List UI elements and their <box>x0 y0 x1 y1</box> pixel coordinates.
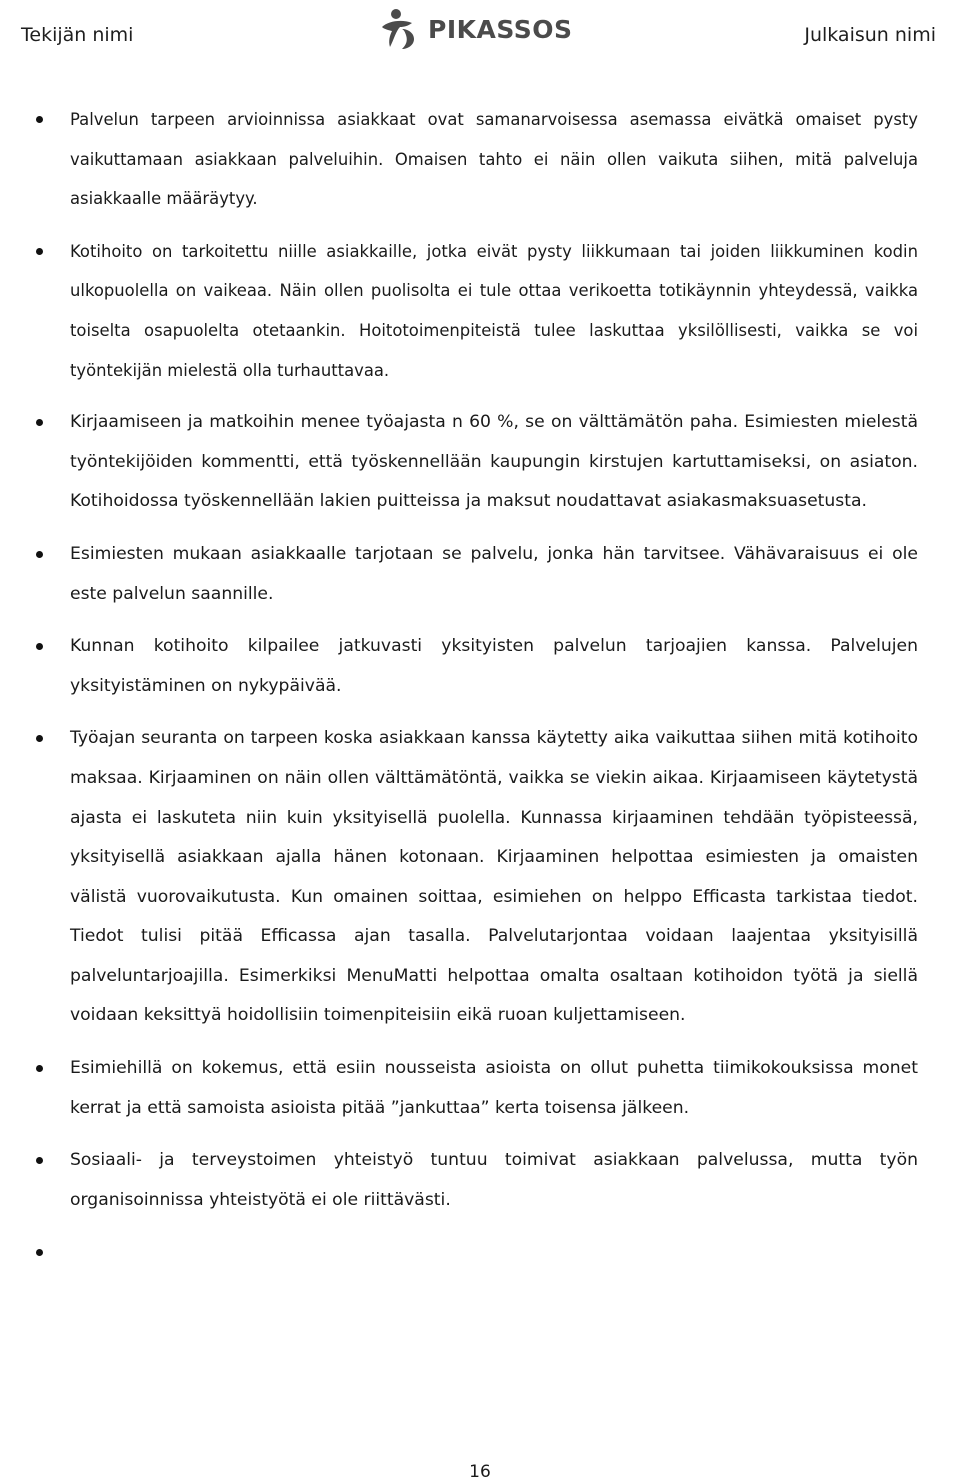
list-item <box>0 403 960 522</box>
bullet-icon <box>36 643 43 650</box>
list-item-text: Kunnan kotihoito kilpailee jatkuvasti yksityisten palvelun tarjoajien kanssa. Palvelujen yksityistäminen on nykypäivää. <box>70 636 918 696</box>
list-item <box>0 1141 960 1220</box>
list-item-text: Työajan seuranta on tarpeen koska asiakkaan kanssa käytetty aika vaikuttaa siihen mitä kotihoito maksaa. Kirjaaminen on näin ollen välttämätöntä, vaikka se viekin aikaa. Kirjaamiseen käytetystä ajasta ei laskuteta niin kuin yksityisellä puolella. Kunnassa kirjaaminen tehdään työpisteessä, yksityisellä asiakkaan ajalla hänen kotonaan. Kirjaaminen helpottaa esimiesten ja omaisten välistä vuorovaikutusta. Kun omainen soittaa, esimiehen on helppo Efficasta tarkistaa tiedot. Tiedot tulisi pitää Efficassa ajan tasalla. Palvelutarjontaa voidaan laajentaa yksityisillä palveluntarjoajilla. Esimerkiksi MenuMatti helpottaa omalta osaltaan kotihoidon työtä ja siellä voidaan keksittyä hoidollisiin toimenpiteisiin eikä ruoan kuljettamiseen. <box>70 728 918 1026</box>
page-number: 16 <box>469 1462 491 1482</box>
list-item-text: Esimiesten mukaan asiakkaalle tarjotaan se palvelu, jonka hän tarvitsee. Vähävaraisuus ei ole este palvelun saannille. <box>70 543 918 604</box>
list-item-text: Palvelun tarpeen arvioinnissa asiakkaat ovat samanarvoisessa asemassa eivätkä omaiset pysty vaikuttamaan asiakkaan palveluihin. Omaisen tahto ei näin ollen vaikuta siihen, mitä palveluja asiakkaalle määräytyy. <box>70 110 918 209</box>
logo-wordmark: PIKASSOS <box>428 14 573 44</box>
bullet-icon <box>36 1065 43 1072</box>
bullet-icon <box>36 248 43 255</box>
list-item <box>0 535 960 614</box>
list-item-text: Sosiaali- ja terveystoimen yhteistyö tuntuu toimivat asiakkaan palvelussa, mutta työn organisoinnissa yhteistyötä ei ole riittävästi. <box>70 1150 918 1210</box>
bullet-icon <box>36 551 43 558</box>
bullet-list <box>0 100 960 1273</box>
page-header <box>0 0 960 72</box>
bullet-icon <box>36 419 43 426</box>
list-item-empty <box>0 1233 960 1273</box>
list-item <box>0 1049 960 1128</box>
bullet-icon <box>36 116 43 123</box>
bullet-icon <box>36 735 43 742</box>
list-item <box>0 100 960 219</box>
header-publication-name: Julkaisun nimi <box>804 24 936 46</box>
bullet-icon <box>36 1249 43 1256</box>
header-author-name: Tekijän nimi <box>21 24 134 46</box>
list-item <box>0 232 960 390</box>
list-item-text: Kotihoito on tarkoitettu niille asiakkaille, jotka eivät pysty liikkumaan tai joiden liikkuminen kodin ulkopuolella on vaikeaa. Näin ollen puolisolta ei tule ottaa verikoetta totikäynnin yhteydessä, vaikka toiselta osapuolelta otetaankin. Hoitotoimenpiteistä tulee laskuttaa yksilöllisesti, vaikka se voi työntekijän mielestä olla turhauttavaa. <box>70 241 918 380</box>
list-item-text: Kirjaamiseen ja matkoihin menee työajasta n 60 %, se on välttämätön paha. Esimiesten mielestä työntekijöiden kommentti, että työskennellään kaupungin kirstujen kartuttamiseksi, on asiaton. Kotihoidossa työskennellään lakien puitteissa ja maksut noudattavat asiakasmaksuasetusta. <box>70 412 918 512</box>
list-item <box>0 627 960 706</box>
bullet-icon <box>36 1157 43 1164</box>
document-body <box>0 100 960 1273</box>
list-item-text: Esimiehillä on kokemus, että esiin nousseista asioista on ollut puhetta tiimikokouksissa monet kerrat ja että samoista asioista pitää ”jankuttaa” kerta toisensa jälkeen. <box>70 1058 918 1118</box>
pikassos-logo-icon <box>378 7 420 51</box>
pikassos-logo <box>378 6 573 52</box>
list-item <box>0 719 960 1036</box>
